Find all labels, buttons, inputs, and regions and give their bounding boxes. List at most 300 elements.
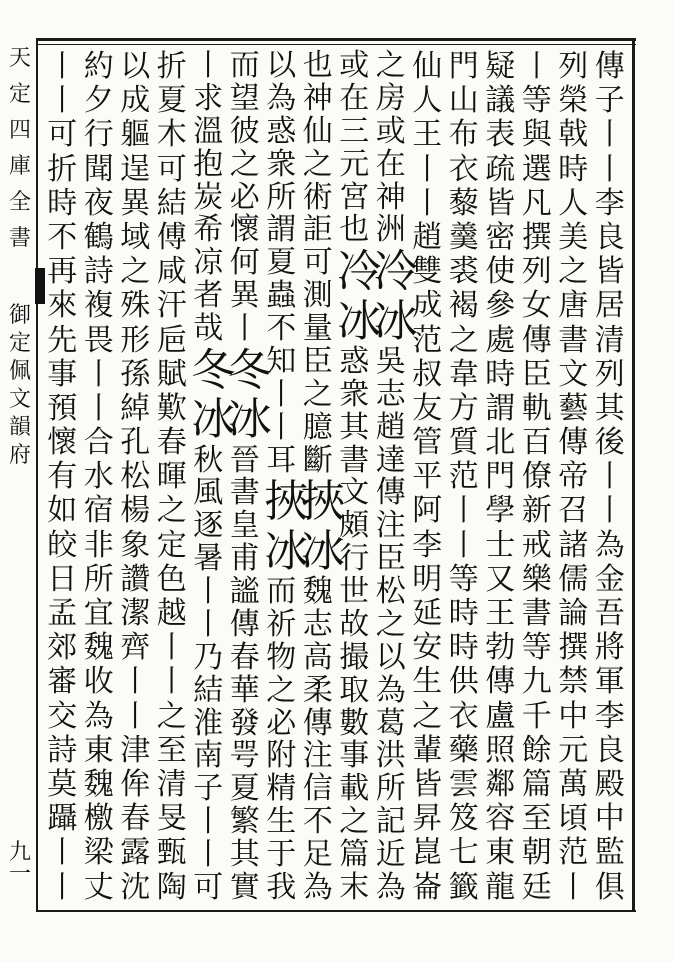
glyph: 佩 [8, 359, 31, 384]
glyph: 詩 [47, 732, 78, 768]
glyph: 帝 [558, 459, 589, 495]
glyph: 臣 [302, 343, 333, 379]
glyph: 甫 [229, 541, 260, 577]
glyph: 王 [412, 117, 443, 153]
glyph: 必 [229, 179, 260, 215]
glyph: 傳 [521, 322, 552, 358]
glyph: 東 [83, 732, 114, 768]
glyph: 讚 [120, 561, 151, 597]
glyph: 參 [485, 288, 516, 324]
glyph: 我 [266, 869, 297, 905]
glyph: 衣 [448, 151, 479, 187]
glyph: 撰 [558, 630, 589, 666]
glyph: 丨 [229, 311, 260, 346]
glyph: 李 [412, 527, 443, 563]
glyph: 李 [594, 698, 625, 734]
glyph: 之 [266, 672, 297, 708]
glyph: 其 [594, 390, 625, 426]
glyph: 信 [302, 771, 333, 807]
glyph: 管 [412, 425, 443, 461]
glyph: 異 [120, 185, 151, 221]
glyph: 檄 [83, 801, 114, 837]
glyph: 軍 [594, 664, 625, 700]
glyph: 孔 [120, 425, 151, 461]
glyph: 等 [448, 561, 479, 597]
glyph: 丨 [120, 698, 151, 734]
glyph: 南 [193, 738, 224, 774]
glyph: 先 [47, 322, 78, 358]
folio-number [3, 842, 37, 886]
glyph: 葛 [375, 705, 406, 741]
glyph: 宜 [83, 596, 114, 631]
glyph: 為 [594, 527, 625, 563]
text-column [117, 50, 154, 905]
glyph: 畏 [83, 322, 114, 358]
glyph: 質 [448, 425, 479, 461]
glyph: 殿 [594, 766, 625, 802]
glyph: 王 [485, 596, 516, 631]
glyph: 之 [448, 322, 479, 358]
glyph: 聞 [83, 151, 114, 187]
glyph: 希 [193, 212, 224, 248]
glyph: 行 [339, 541, 370, 577]
glyph: 褐 [448, 288, 479, 324]
glyph: 臣 [375, 541, 406, 577]
glyph: 載 [339, 771, 370, 807]
glyph: 樂 [521, 561, 552, 597]
glyph: 合 [83, 425, 114, 461]
glyph: 量 [302, 311, 333, 346]
glyph: 撰 [521, 219, 552, 255]
glyph: 榮 [558, 83, 589, 119]
glyph: 取 [339, 672, 370, 708]
glyph: 庫 [8, 154, 31, 179]
glyph: 定 [156, 527, 187, 563]
glyph: 楊 [120, 493, 151, 529]
glyph: 選 [521, 151, 552, 187]
glyph: 新 [521, 493, 552, 529]
glyph: 夜 [83, 185, 114, 221]
glyph: 越 [156, 596, 187, 631]
glyph: 昇 [412, 801, 443, 837]
glyph: 術 [302, 179, 333, 215]
glyph: 如 [47, 493, 78, 529]
glyph: 時 [47, 185, 78, 221]
glyph: 之 [412, 698, 443, 734]
glyph: 山 [448, 83, 479, 119]
glyph: 人 [412, 83, 443, 119]
glyph: 不 [47, 219, 78, 255]
glyph: 折 [47, 151, 78, 187]
glyph: 疑 [485, 49, 516, 84]
glyph: 趙 [375, 409, 406, 445]
glyph: 九 [8, 840, 31, 865]
glyph: 世 [339, 574, 370, 609]
glyph: 丨 [448, 527, 479, 563]
glyph: 頃 [558, 801, 589, 837]
glyph: 行 [83, 117, 114, 153]
glyph: 之 [339, 804, 370, 840]
glyph: 近 [375, 837, 406, 872]
glyph: 再 [47, 254, 78, 290]
glyph: 全 [8, 190, 31, 215]
glyph: 為 [266, 80, 297, 116]
glyph: 疏 [485, 151, 516, 187]
glyph: 也 [339, 212, 370, 248]
glyph: 來 [47, 288, 78, 324]
glyph: 丨 [266, 409, 297, 445]
glyph: 門 [448, 49, 479, 84]
glyph: 北 [485, 425, 516, 461]
glyph: 子 [193, 771, 224, 807]
glyph: 抱 [193, 146, 224, 182]
glyph: 朝 [521, 835, 552, 871]
glyph: 精 [266, 771, 297, 807]
glyph: 丨 [594, 117, 625, 153]
glyph: 松 [120, 459, 151, 495]
glyph: 韋 [448, 356, 479, 392]
glyph: 金 [594, 561, 625, 597]
glyph: 知 [266, 343, 297, 379]
glyph: 儒 [558, 561, 589, 597]
glyph: 在 [375, 146, 406, 182]
glyph: 至 [521, 801, 552, 837]
glyph: 丨 [47, 49, 78, 84]
glyph: 篇 [339, 837, 370, 872]
glyph: 丨 [594, 151, 625, 187]
glyph: 蟲 [266, 278, 297, 314]
glyph: 記 [375, 804, 406, 840]
glyph: 夏 [266, 245, 297, 281]
glyph: 延 [412, 596, 443, 631]
glyph: 仙 [302, 113, 333, 149]
glyph: 宮 [339, 179, 370, 215]
glyph: 丨 [412, 151, 443, 187]
glyph: 齊 [120, 630, 151, 666]
glyph: 丨 [193, 804, 224, 840]
glyph: 華 [229, 672, 260, 708]
glyph: 丨 [156, 630, 187, 666]
glyph: 之 [156, 698, 187, 734]
glyph: 藥 [448, 732, 479, 768]
glyph: 御 [8, 303, 31, 328]
glyph: 咸 [156, 254, 187, 290]
glyph: 複 [83, 288, 114, 324]
glyph: 丨 [193, 574, 224, 609]
glyph: 附 [266, 738, 297, 774]
glyph: 預 [47, 390, 78, 426]
glyph: 女 [521, 288, 552, 324]
glyph: 測 [302, 278, 333, 314]
glyph: 謐 [229, 574, 260, 609]
glyph: 不 [302, 804, 333, 840]
glyph: 魏 [83, 766, 114, 802]
glyph: 詩 [83, 254, 114, 290]
glyph: 汗 [156, 288, 187, 324]
text-column [154, 50, 191, 905]
glyph: 事 [339, 738, 370, 774]
glyph: 丨 [594, 459, 625, 495]
glyph: 千 [521, 698, 552, 734]
glyph: 者 [193, 278, 224, 314]
headword-glyph: 冬 [227, 344, 272, 396]
margin-book-title [3, 305, 37, 473]
glyph: 與 [521, 117, 552, 153]
headword-glyph: 冰 [373, 295, 418, 347]
glyph: 哉 [193, 311, 224, 346]
glyph: 宿 [83, 493, 114, 529]
glyph: 耳 [266, 442, 297, 478]
glyph: 詎 [302, 212, 333, 248]
glyph: 龍 [485, 869, 516, 905]
glyph: 禁 [558, 664, 589, 700]
glyph: 注 [375, 508, 406, 544]
headword-glyph: 冰 [191, 394, 236, 446]
glyph: 清 [156, 766, 187, 802]
glyph: 時 [558, 151, 589, 187]
glyph: 丨 [156, 664, 187, 700]
glyph: 時 [448, 630, 479, 666]
glyph: 魏 [83, 630, 114, 666]
glyph: 所 [83, 561, 114, 597]
glyph: 之 [156, 493, 187, 529]
glyph: 定 [8, 331, 31, 356]
glyph: 甄 [156, 835, 187, 871]
glyph: 文 [8, 387, 31, 412]
headword-glyph: 冰 [337, 295, 382, 347]
glyph: 裘 [448, 254, 479, 290]
headword-glyph: 冰 [264, 525, 309, 577]
glyph: 約 [83, 49, 114, 84]
glyph: 傳 [302, 705, 333, 741]
glyph: 議 [485, 83, 516, 119]
glyph: 其 [229, 837, 260, 872]
glyph: 可 [47, 117, 78, 153]
glyph: 實 [229, 869, 260, 905]
glyph: 軌 [521, 390, 552, 426]
glyph: 之 [302, 376, 333, 412]
glyph: 廷 [521, 869, 552, 905]
glyph: 孫 [120, 356, 151, 392]
glyph: 天 [8, 46, 31, 71]
glyph: 祈 [266, 606, 297, 642]
glyph: 軀 [120, 117, 151, 153]
glyph: 阿 [412, 493, 443, 529]
glyph: 房 [375, 80, 406, 116]
glyph: 異 [229, 278, 260, 314]
glyph: 書 [229, 475, 260, 511]
glyph: 笈 [448, 801, 479, 837]
glyph: 清 [594, 322, 625, 358]
text-column [592, 50, 629, 905]
glyph: 凡 [521, 185, 552, 221]
glyph: 羹 [448, 219, 479, 255]
glyph: 謂 [266, 212, 297, 248]
glyph: 丨 [83, 356, 114, 392]
glyph: 收 [83, 664, 114, 700]
glyph: 丨 [521, 49, 552, 84]
glyph: 衣 [448, 698, 479, 734]
glyph: 傳 [229, 606, 260, 642]
glyph: 志 [302, 606, 333, 642]
glyph: 藜 [448, 185, 479, 221]
glyph: 照 [485, 732, 516, 768]
glyph: 注 [302, 738, 333, 774]
glyph: 侔 [120, 766, 151, 802]
glyph: 暑 [193, 541, 224, 577]
glyph: 書 [521, 596, 552, 631]
glyph: 其 [339, 409, 370, 445]
glyph: 使 [485, 254, 516, 290]
glyph: 故 [339, 606, 370, 642]
glyph: 丨 [412, 185, 443, 221]
glyph: 容 [485, 801, 516, 837]
text-column [519, 50, 556, 905]
glyph: 孟 [47, 596, 78, 631]
text-column [409, 50, 446, 905]
glyph: 府 [8, 443, 31, 468]
glyph: 域 [120, 219, 151, 255]
glyph: 中 [558, 698, 589, 734]
glyph: 撮 [339, 639, 370, 675]
glyph: 吾 [594, 596, 625, 631]
glyph: 而 [229, 48, 260, 83]
text-column [373, 48, 418, 905]
glyph: 非 [83, 527, 114, 563]
glyph: 元 [339, 146, 370, 182]
glyph: 子 [594, 83, 625, 119]
glyph: 形 [120, 322, 151, 358]
glyph: 一 [8, 862, 31, 887]
glyph: 木 [156, 117, 187, 153]
glyph: 何 [229, 245, 260, 281]
glyph: 結 [193, 672, 224, 708]
glyph: 方 [448, 390, 479, 426]
glyph: 戟 [558, 117, 589, 153]
glyph: 咢 [229, 738, 260, 774]
glyph: 惑 [339, 343, 370, 379]
glyph: 勃 [485, 630, 516, 666]
top-border [36, 38, 636, 41]
glyph: 監 [594, 835, 625, 871]
glyph: 物 [266, 639, 297, 675]
glyph: 布 [448, 117, 479, 153]
glyph: 為 [375, 869, 406, 905]
glyph: 列 [558, 49, 589, 84]
glyph: 范 [412, 322, 443, 358]
glyph: 萬 [558, 766, 589, 802]
glyph: 僚 [521, 459, 552, 495]
glyph: 籤 [448, 869, 479, 905]
glyph: 為 [302, 869, 333, 905]
glyph: 皆 [485, 185, 516, 221]
glyph: 秋 [193, 442, 224, 478]
glyph: 丈 [83, 869, 114, 905]
glyph: 傳 [485, 664, 516, 700]
glyph: 皇 [229, 508, 260, 544]
headword-glyph: 冷 [373, 246, 418, 298]
glyph: 皆 [412, 766, 443, 802]
glyph: 水 [83, 459, 114, 495]
glyph: 賦 [156, 356, 187, 392]
glyph: 皆 [594, 254, 625, 290]
glyph: 繁 [229, 804, 260, 840]
glyph: 臣 [521, 356, 552, 392]
glyph: 躡 [47, 801, 78, 837]
glyph: 洪 [375, 738, 406, 774]
glyph: 明 [412, 561, 443, 597]
glyph: 以 [375, 639, 406, 675]
headword-glyph: 挾 [300, 476, 345, 528]
glyph: 足 [302, 837, 333, 872]
glyph: 生 [266, 804, 297, 840]
glyph: 魏 [302, 574, 333, 609]
glyph: 丨 [193, 48, 224, 83]
glyph: 盧 [485, 698, 516, 734]
glyph: 丨 [448, 493, 479, 529]
glyph: 柔 [302, 672, 333, 708]
bottom-border [36, 910, 636, 912]
glyph: 津 [120, 732, 151, 768]
glyph: 事 [47, 356, 78, 392]
glyph: 百 [521, 425, 552, 461]
glyph: 夕 [83, 83, 114, 119]
glyph: 中 [594, 801, 625, 837]
glyph: 藝 [558, 390, 589, 426]
glyph: 志 [375, 376, 406, 412]
glyph: 鶴 [83, 219, 114, 255]
glyph: 春 [156, 425, 187, 461]
glyph: 書 [339, 442, 370, 478]
glyph: 之 [558, 254, 589, 290]
glyph: 叔 [412, 356, 443, 392]
glyph: 以 [266, 48, 297, 83]
glyph: 又 [485, 561, 516, 597]
glyph: 丨 [558, 869, 589, 905]
glyph: 唐 [558, 288, 589, 324]
glyph: 雙 [412, 254, 443, 290]
text-column [227, 48, 272, 905]
glyph: 丨 [266, 376, 297, 412]
glyph: 之 [302, 146, 333, 182]
glyph: 衆 [266, 146, 297, 182]
glyph: 歎 [156, 390, 187, 426]
glyph: 供 [448, 664, 479, 700]
glyph: 諸 [558, 527, 589, 563]
glyph: 處 [485, 322, 516, 358]
glyph: 論 [558, 596, 589, 631]
glyph: 學 [485, 493, 516, 529]
glyph: 美 [558, 219, 589, 255]
glyph: 求 [193, 80, 224, 116]
glyph: 生 [412, 664, 443, 700]
glyph: 有 [47, 459, 78, 495]
glyph: 在 [339, 80, 370, 116]
glyph: 書 [558, 322, 589, 358]
glyph: 文 [339, 475, 370, 511]
glyph: 斷 [302, 442, 333, 478]
glyph: 等 [521, 630, 552, 666]
glyph: 巵 [156, 322, 187, 358]
top-border-thin [36, 44, 636, 45]
glyph: 松 [375, 574, 406, 609]
glyph: 傳 [375, 475, 406, 511]
headword-glyph: 冰 [300, 525, 345, 577]
glyph: 交 [47, 698, 78, 734]
glyph: 而 [266, 574, 297, 609]
glyph: 吳 [375, 343, 406, 379]
glyph: 之 [120, 254, 151, 290]
